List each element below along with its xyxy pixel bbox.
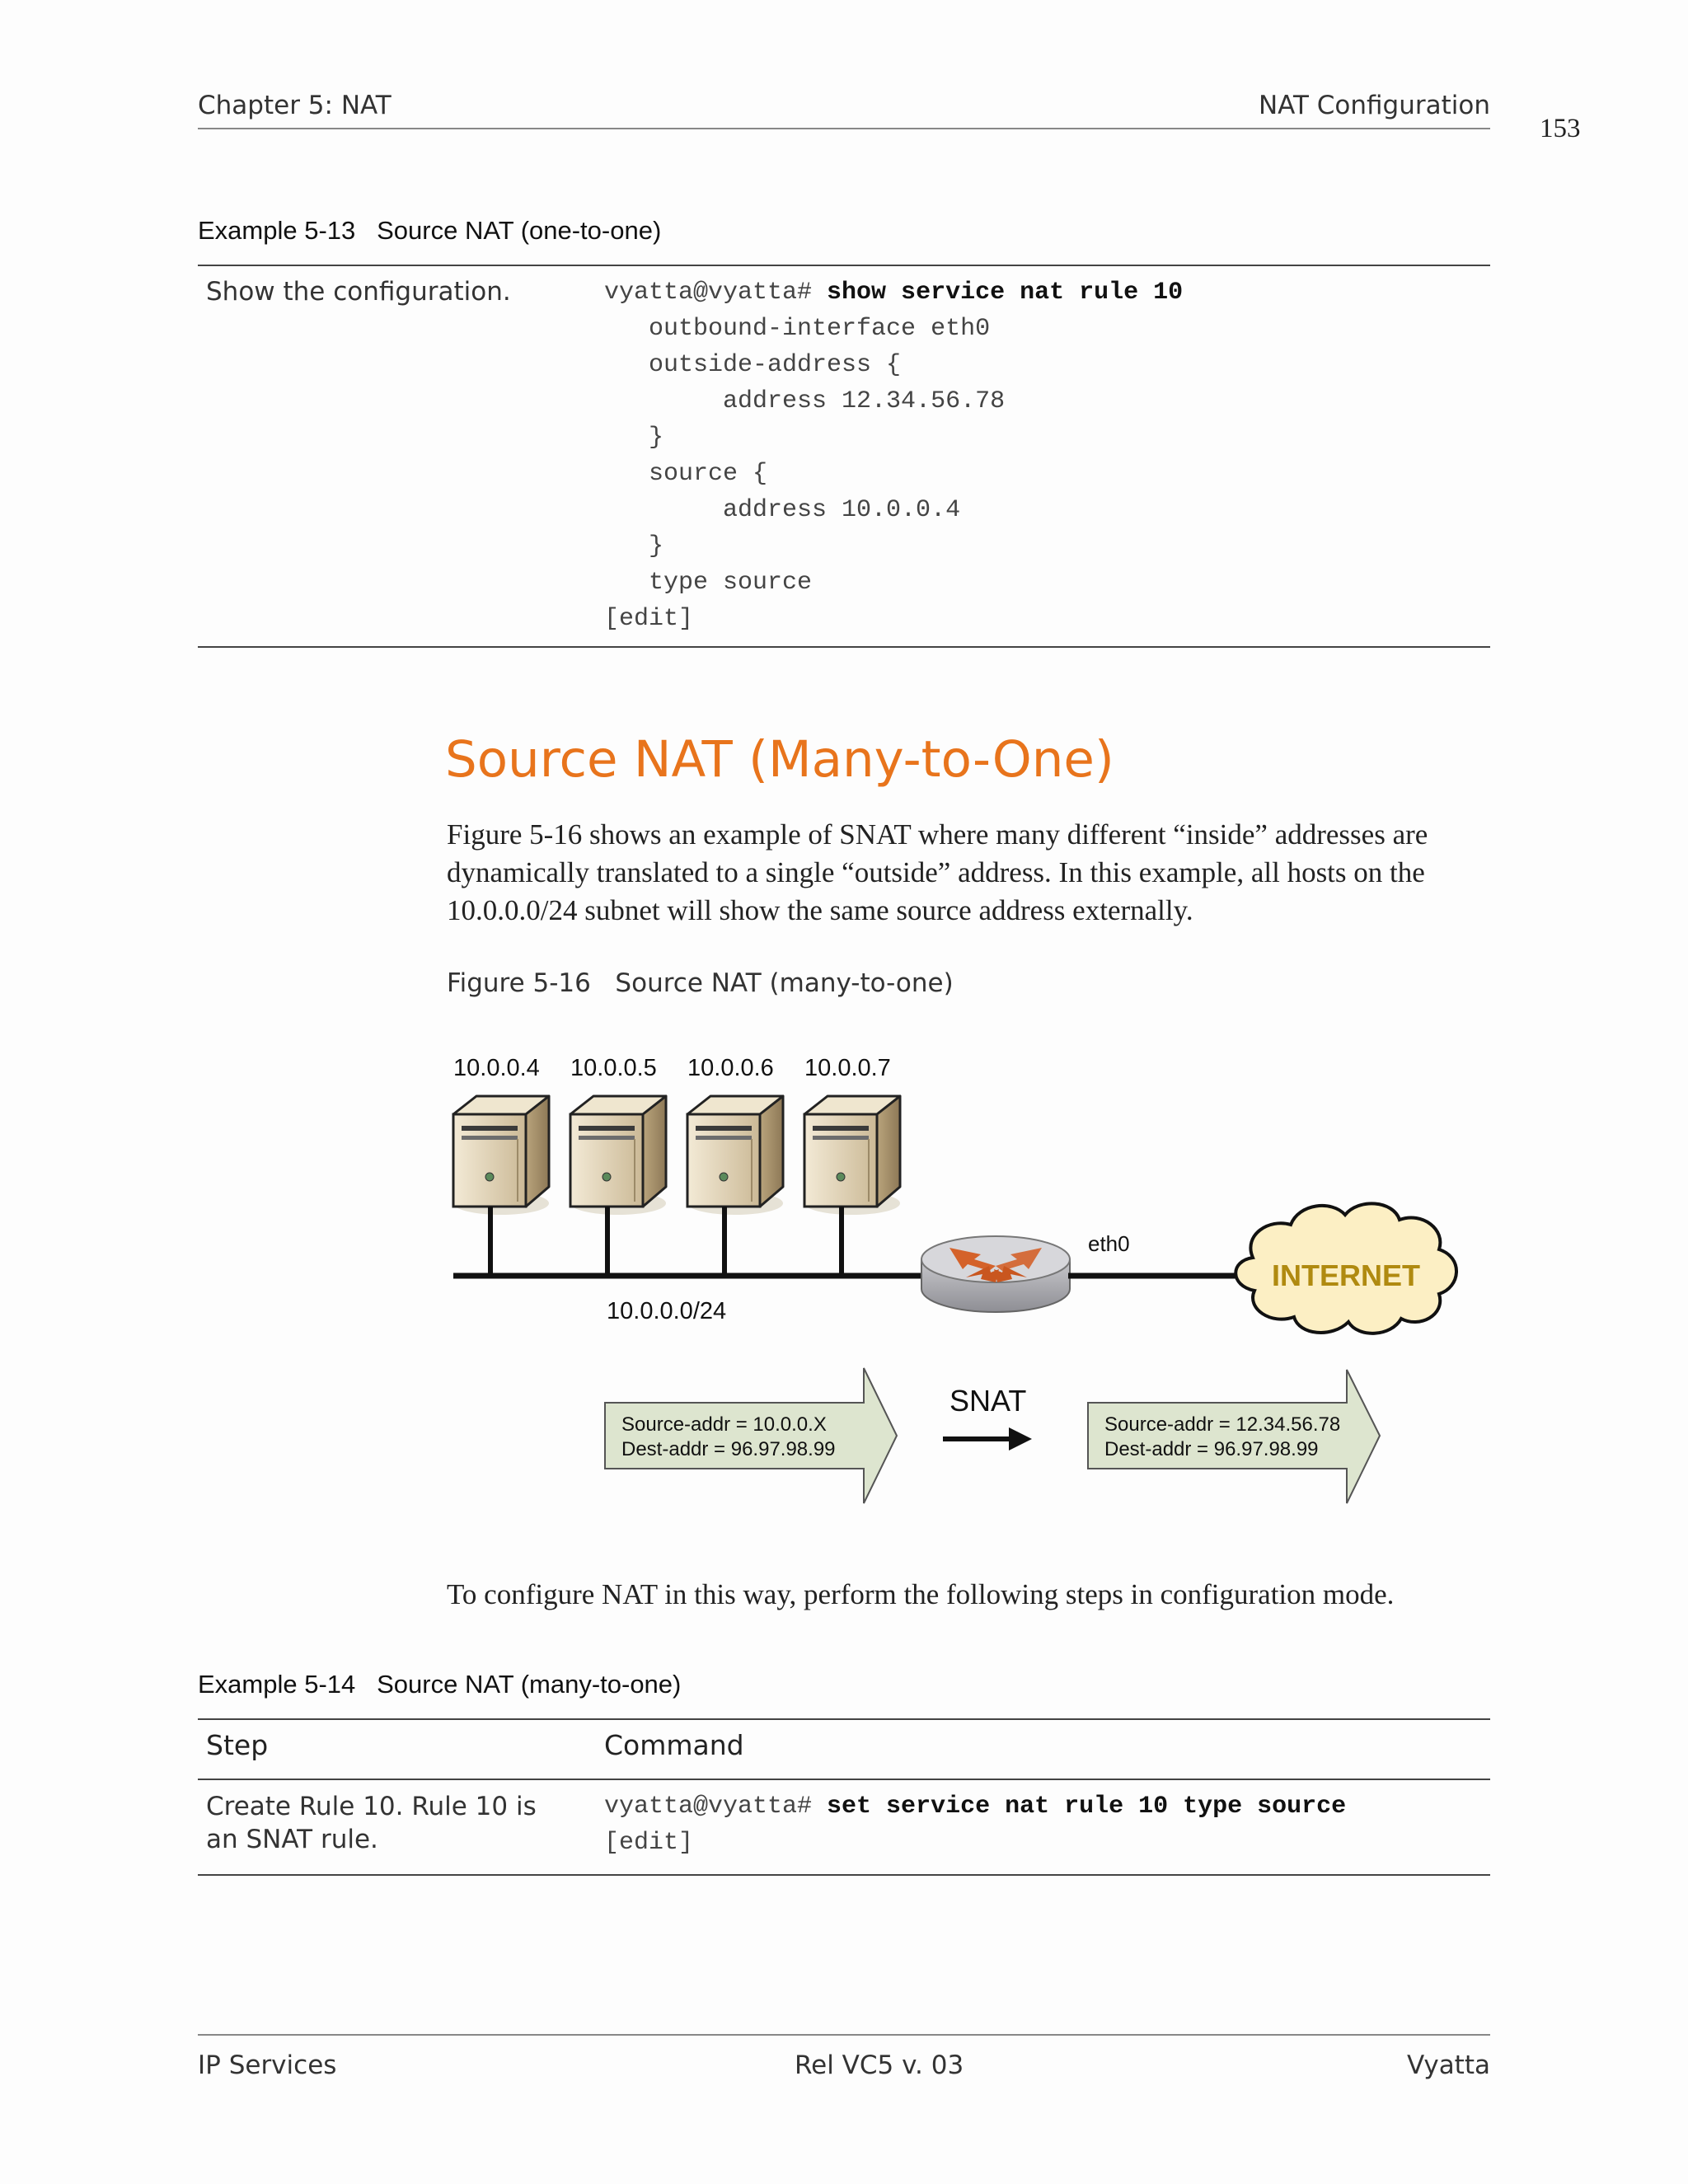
code-line: type source [604, 569, 813, 597]
after-figure-text: To configure NAT in this way, perform the following steps in configuration mode. [447, 1578, 1395, 1610]
section-header: NAT Configuration [1258, 91, 1490, 120]
internet-label: INTERNET [1272, 1258, 1420, 1292]
footer-right: Vyatta [1406, 2050, 1490, 2080]
table-header-rule [198, 1779, 1490, 1780]
before-dest: Dest-addr = 96.97.98.99 [621, 1438, 836, 1460]
code-line: outbound-interface eth0 [604, 315, 991, 343]
header-rule [198, 128, 1490, 129]
page-number: 153 [1540, 114, 1581, 143]
footer-left: IP Services [198, 2050, 337, 2080]
code-line: address 10.0.0.4 [604, 496, 961, 524]
code-block [604, 1788, 1346, 1861]
before-packet-arrow [605, 1368, 897, 1503]
table-top-rule [198, 265, 1490, 266]
section-title: Source NAT (Many-to-One) [445, 730, 1114, 789]
after-source: Source-addr = 12.34.56.78 [1104, 1413, 1341, 1436]
server-icon [804, 1096, 900, 1215]
host-label: 10.0.0.4 [453, 1055, 540, 1081]
footer-center: Rel VC5 v. 03 [795, 2050, 964, 2080]
code-block [604, 274, 1183, 637]
after-packet-arrow [1088, 1370, 1380, 1503]
code-prompt: vyatta@vyatta# [604, 279, 828, 307]
subnet-label: 10.0.0.0/24 [607, 1298, 727, 1324]
code-line: [edit] [604, 1829, 694, 1857]
code-line: } [604, 532, 664, 560]
code-line: } [604, 424, 664, 452]
router-icon [921, 1236, 1070, 1312]
server-icon [687, 1096, 783, 1215]
table-bottom-rule [198, 646, 1490, 648]
interface-label: eth0 [1088, 1231, 1130, 1256]
server-icon [570, 1096, 666, 1215]
col-header-command: Command [604, 1729, 744, 1761]
code-command: set service nat rule 10 type source [827, 1793, 1347, 1821]
server-icon [453, 1096, 549, 1215]
after-dest: Dest-addr = 96.97.98.99 [1104, 1438, 1319, 1460]
example-title: Example 5-14 Source NAT (many-to-one) [198, 1670, 682, 1699]
snat-label: SNAT [950, 1384, 1027, 1418]
figure-caption: Figure 5-16 Source NAT (many-to-one) [447, 968, 954, 998]
section-paragraph: Figure 5-16 shows an example of SNAT where many different “inside” addresses are dynamically translated to a single “outside” address. In this example, all hosts on the 10.0.0.0/24 subnet will show the same source address externally. [447, 818, 1428, 926]
before-source: Source-addr = 10.0.0.X [621, 1413, 827, 1436]
example-title: Example 5-13 Source NAT (one-to-one) [198, 216, 662, 245]
code-command: show service nat rule 10 [827, 279, 1184, 307]
host-label: 10.0.0.5 [570, 1055, 657, 1081]
table-top-rule [198, 1718, 1490, 1720]
footer-rule [198, 2034, 1490, 2036]
code-line: address 12.34.56.78 [604, 387, 1006, 415]
snat-arrow-icon [1009, 1427, 1032, 1451]
code-prompt: vyatta@vyatta# [604, 1793, 828, 1821]
code-line: source { [604, 460, 768, 488]
chapter-header: Chapter 5: NAT [198, 91, 392, 120]
code-line: [edit] [604, 605, 694, 633]
example-description: Show the configuration. [206, 277, 511, 307]
host-label: 10.0.0.6 [687, 1055, 774, 1081]
host-label: 10.0.0.7 [804, 1055, 891, 1081]
table-bottom-rule [198, 1874, 1490, 1876]
step-description: Create Rule 10. Rule 10 is an SNAT rule. [206, 1792, 537, 1854]
snat-diagram [445, 1038, 1492, 1516]
code-line: outside-address { [604, 351, 902, 379]
col-header-step: Step [206, 1729, 269, 1761]
